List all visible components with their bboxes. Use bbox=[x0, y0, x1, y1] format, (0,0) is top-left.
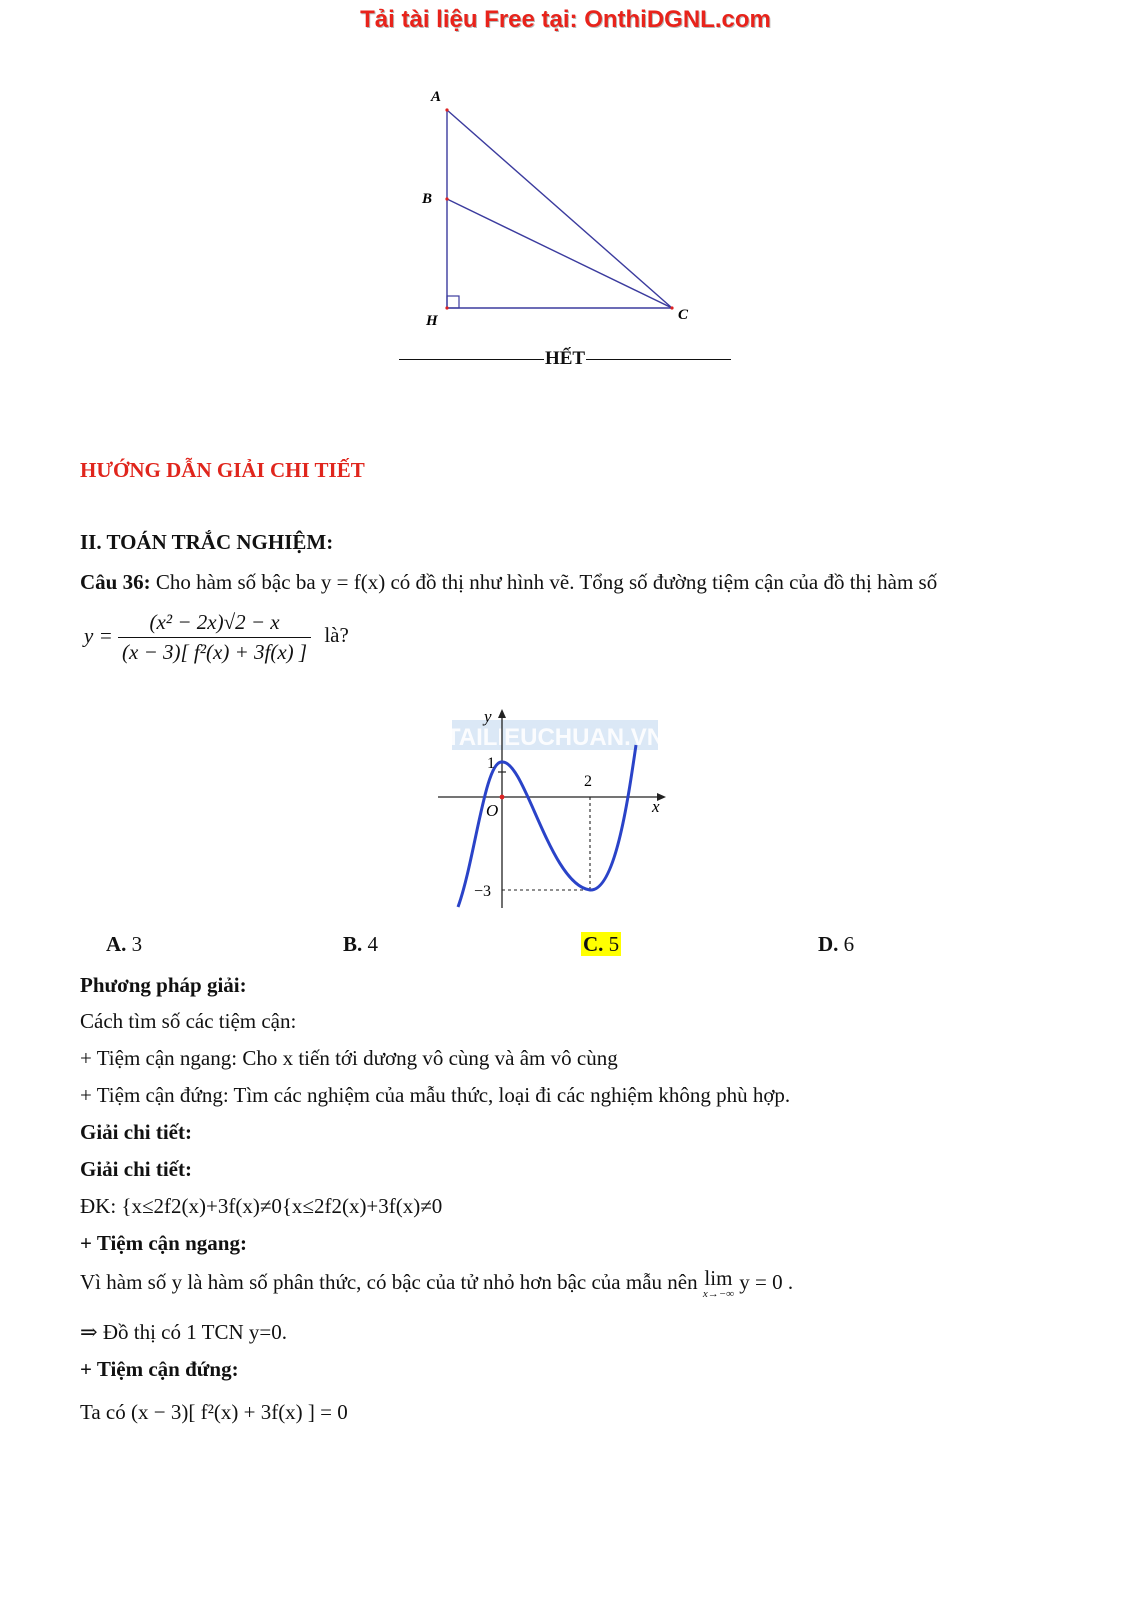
y-axis-arrow bbox=[498, 709, 506, 718]
answer-d-letter: D. bbox=[818, 932, 839, 956]
point-b bbox=[445, 197, 448, 200]
method-intro: Cách tìm số các tiệm cận: bbox=[80, 1009, 297, 1033]
right-angle-mark bbox=[447, 296, 459, 308]
answer-c[interactable] bbox=[581, 932, 621, 957]
limit-expression bbox=[703, 1268, 734, 1300]
vertical-title: + Tiệm cận đứng: bbox=[80, 1357, 239, 1381]
end-rule-left bbox=[399, 359, 544, 360]
x-axis-label: x bbox=[652, 797, 660, 816]
detail-title-1: Giải chi tiết: bbox=[80, 1120, 192, 1144]
tick-label-1: 1 bbox=[487, 755, 495, 772]
end-rule-right bbox=[586, 359, 731, 360]
question-formula bbox=[84, 610, 349, 665]
answer-a-value: 3 bbox=[126, 932, 143, 956]
vertical-text: Ta có (x − 3)[ f²(x) + 3f(x) ] = 0 bbox=[80, 1400, 348, 1424]
cubic-graph bbox=[430, 700, 675, 915]
end-mark bbox=[390, 348, 740, 370]
formula-tail: là? bbox=[324, 623, 349, 648]
answer-b-letter: B. bbox=[343, 932, 363, 956]
tick-label-2: 2 bbox=[584, 773, 592, 790]
origin-label: O bbox=[486, 801, 499, 820]
detail-title-2: Giải chi tiết: bbox=[80, 1157, 192, 1181]
point-a bbox=[445, 108, 448, 111]
triangle-figure bbox=[410, 80, 710, 330]
answer-a-letter: A. bbox=[106, 932, 127, 956]
answer-a[interactable] bbox=[106, 932, 142, 957]
answer-c-value: 5 bbox=[603, 932, 620, 956]
method-horizontal: + Tiệm cận ngang: Cho x tiến tới dương vô cùng và âm vô cùng bbox=[80, 1046, 618, 1070]
y-axis-label: y bbox=[484, 707, 492, 726]
answer-c-letter: C. bbox=[583, 932, 604, 956]
end-text: HẾT bbox=[544, 348, 586, 369]
graph-watermark: TAILIEUCHUAN.VN bbox=[445, 724, 665, 751]
part-title: II. TOÁN TRẮC NGHIỆM: bbox=[80, 530, 334, 554]
point-h bbox=[445, 306, 448, 309]
horizontal-title: + Tiệm cận ngang: bbox=[80, 1231, 247, 1255]
horizontal-text: Vì hàm số y là hàm số phân thức, có bậc của tử nhỏ hơn bậc của mẫu nên bbox=[80, 1269, 703, 1294]
answer-b[interactable] bbox=[343, 932, 378, 957]
site-banner[interactable]: Tải tài liệu Free tại: OnthiDGNL.com bbox=[360, 6, 771, 33]
method-title: Phương pháp giải: bbox=[80, 973, 247, 997]
answer-d[interactable] bbox=[818, 932, 854, 957]
segment-ac bbox=[447, 110, 672, 308]
formula-lhs: y = bbox=[84, 623, 113, 648]
formula-fraction bbox=[118, 610, 311, 665]
label-a: A bbox=[431, 89, 442, 105]
horizontal-text-line bbox=[80, 1268, 793, 1300]
tick-label-minus3: −3 bbox=[474, 883, 492, 900]
section-title: HƯỚNG DẪN GIẢI CHI TIẾT bbox=[80, 458, 365, 482]
limit-rest: y = 0 . bbox=[734, 1269, 794, 1294]
question-line bbox=[80, 570, 937, 595]
label-b: B bbox=[422, 191, 433, 207]
condition-line: ĐK: {x≤2f2(x)+3f(x)≠0{x≤2f2(x)+3f(x)≠0 bbox=[80, 1194, 443, 1218]
method-vertical: + Tiệm cận đứng: Tìm các nghiệm của mẫu thức, loại đi các nghiệm không phù hợp. bbox=[80, 1083, 791, 1107]
origin-point bbox=[500, 795, 505, 800]
limit-word: lim bbox=[704, 1266, 733, 1290]
formula-denominator: (x − 3)[ f²(x) + 3f(x) ] bbox=[122, 640, 308, 664]
question-label: Câu 36: bbox=[80, 570, 151, 594]
answer-d-value: 6 bbox=[838, 932, 855, 956]
question-text: Cho hàm số bậc ba y = f(x) có đồ thị như hình vẽ. Tổng số đường tiệm cận của đồ thị hàm số bbox=[150, 570, 938, 594]
answer-b-value: 4 bbox=[362, 932, 379, 956]
point-c bbox=[670, 306, 673, 309]
label-c: C bbox=[678, 307, 689, 323]
segment-bc bbox=[447, 199, 672, 308]
formula-numerator: (x² − 2x)√2 − x bbox=[118, 610, 311, 638]
horizontal-result: ⇒ Đồ thị có 1 TCN y=0. bbox=[80, 1320, 287, 1344]
limit-subscript: x→−∞ bbox=[702, 1288, 735, 1300]
label-h: H bbox=[426, 313, 438, 329]
